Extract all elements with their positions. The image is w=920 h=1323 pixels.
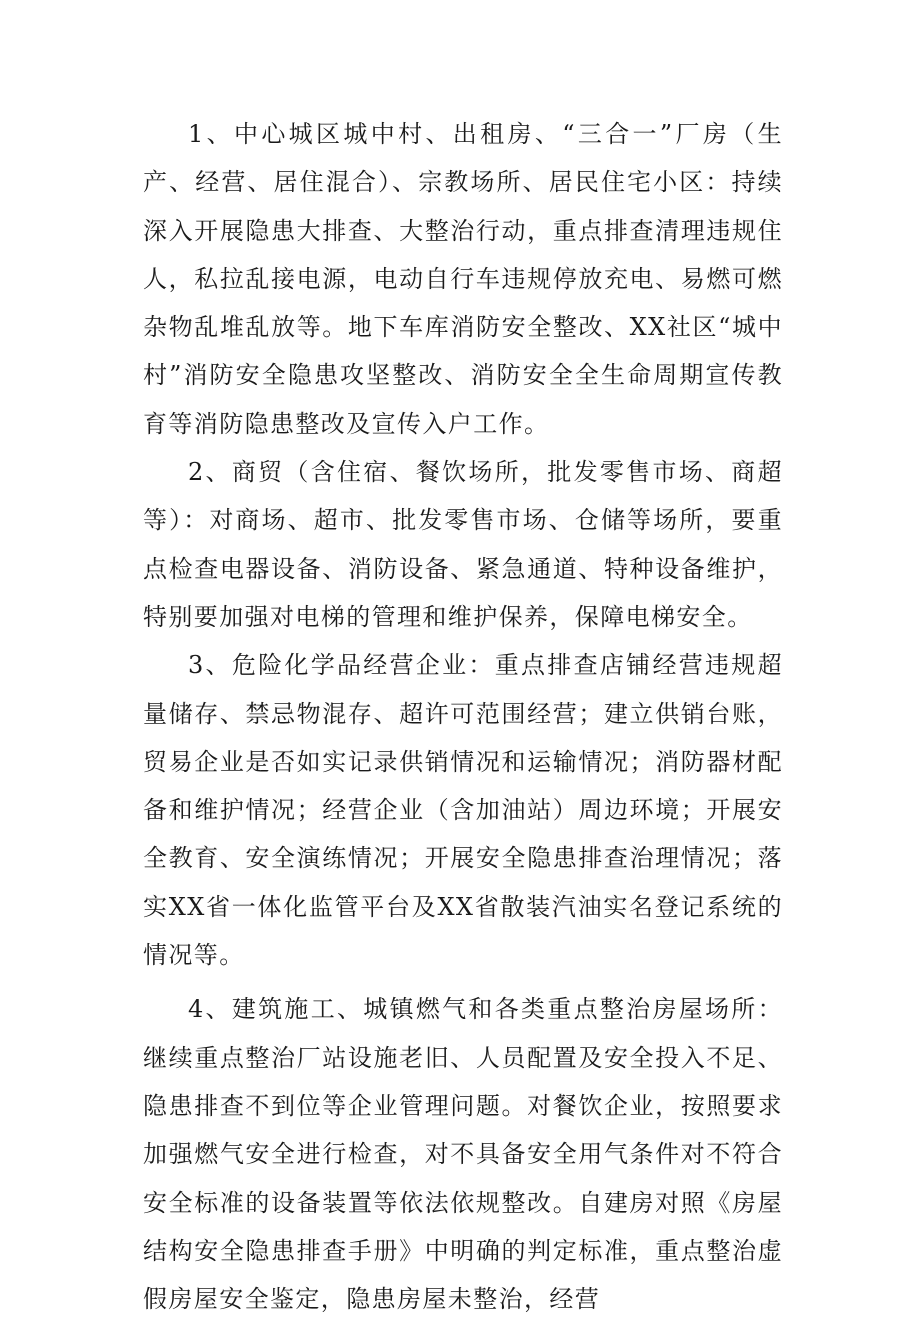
paragraph-1: 1、中心城区城中村、出租房、“三合一”厂房（生产、经营、居住混合）、宗教场所、居民住宅小区：持续深入开展隐患大排查、大整治行动，重点排查清理违规住人，私拉乱接电源，电动自行车违规停放充电、易燃可燃杂物乱堆乱放等。地下车库消防安全整改、XX社区“城中村”消防安全隐患攻坚整改、消防安全全生命周期宣传教育等消防隐患整改及宣传入户工作。 [143,120,783,438]
paragraph-2: 2、商贸（含住宿、餐饮场所，批发零售市场、商超等）：对商场、超市、批发零售市场、仓储等场所，要重点检查电器设备、消防设备、紧急通道、特种设备维护，特别要加强对电梯的管理和维护保养，保障电梯安全。 [143,458,783,631]
paragraph-4: 4、建筑施工、城镇燃气和各类重点整治房屋场所：继续重点整治厂站设施老旧、人员配置及安全投入不足、隐患排查不到位等企业管理问题。对餐饮企业，按照要求加强燃气安全进行检查，对不具备安全用气条件对不符合安全标准的设备装置等依法依规整改。自建房对照《房屋结构安全隐患排查手册》中明确的判定标准，重点整治虚假房屋安全鉴定，隐患房屋未整治，经营 [143,995,783,1314]
paragraph-3: 3、危险化学品经营企业：重点排查店铺经营违规超量储存、禁忌物混存、超许可范围经营；建立供销台账，贸易企业是否如实记录供销情况和运输情况；消防器材配备和维护情况；经营企业（含加油站）周边环境；开展安全教育、安全演练情况；开展安全隐患排查治理情况；落实XX省一体化监管平台及XX省散装汽油实名登记系统的情况等。 [143,651,783,970]
document-body [143,110,783,1323]
